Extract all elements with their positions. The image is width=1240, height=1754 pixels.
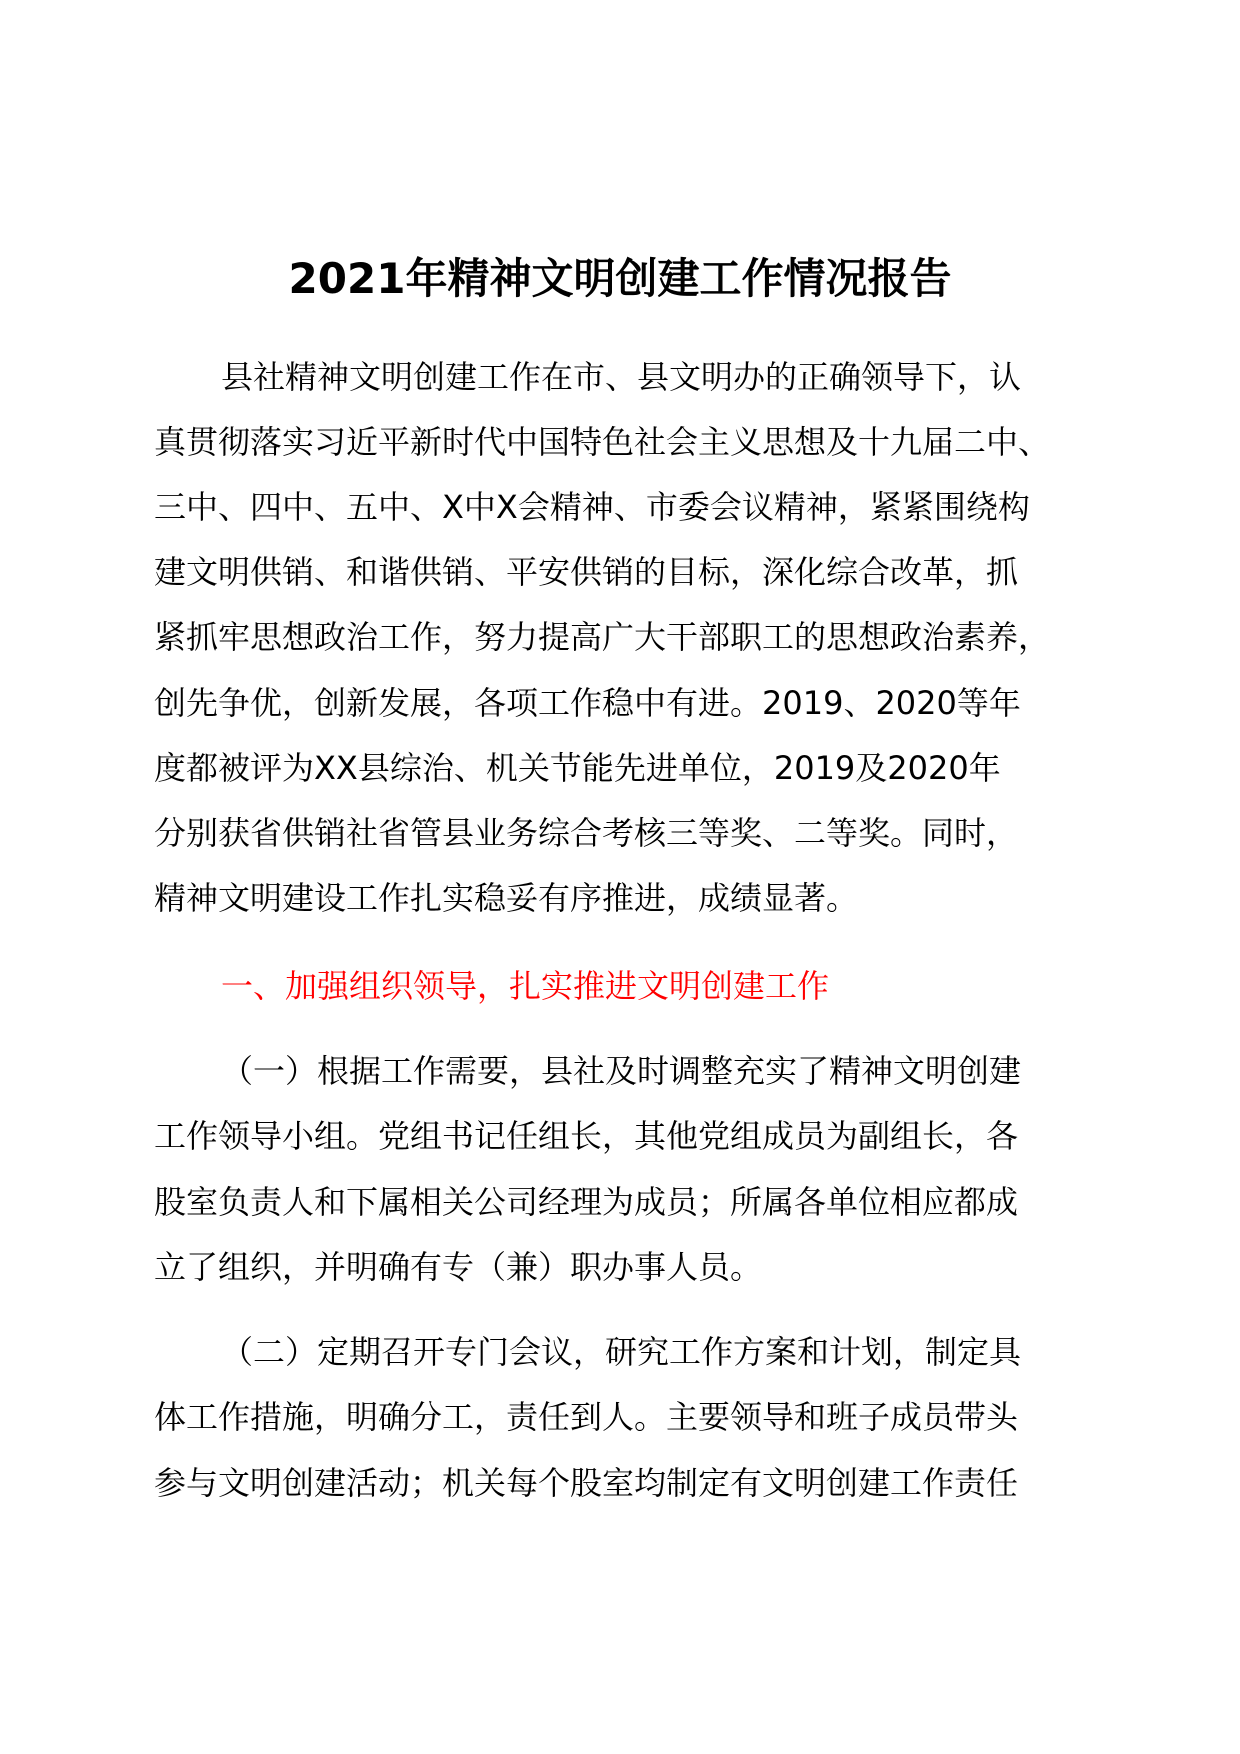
document-title: 2021年精神文明创建工作情况报告 (288, 254, 952, 303)
section-heading: 一、加强组织领导，扎实推进文明创建工作 (221, 967, 830, 1005)
intro-line: 县社精神文明创建工作在市、县文明办的正确领导下，认 (221, 358, 1022, 396)
paragraph-line: 股室负责人和下属相关公司经理为成员；所属各单位相应都成 (154, 1183, 1019, 1221)
intro-line: 创先争优，创新发展，各项工作稳中有进。2019、2020等年 (154, 684, 1021, 722)
paragraph-line: 参与文明创建活动；机关每个股室均制定有文明创建工作责任 (154, 1464, 1019, 1502)
intro-line: 建文明供销、和谐供销、平安供销的目标，深化综合改革，抓 (154, 553, 1019, 591)
paragraph-line: （二）定期召开专门会议，研究工作方案和计划，制定具 (221, 1333, 1022, 1371)
paragraph-line: （一）根据工作需要，县社及时调整充实了精神文明创建 (221, 1052, 1022, 1090)
intro-line: 真贯彻落实习近平新时代中国特色社会主义思想及十九届二中、 (154, 423, 1051, 461)
intro-line: 精神文明建设工作扎实稳妥有序推进，成绩显著。 (154, 879, 859, 917)
intro-line: 分别获省供销社省管县业务综合考核三等奖、二等奖。同时， (154, 814, 1019, 852)
paragraph-line: 体工作措施，明确分工，责任到人。主要领导和班子成员带头 (154, 1398, 1019, 1436)
intro-line: 紧抓牢思想政治工作，努力提高广大干部职工的思想政治素养， (154, 618, 1051, 656)
paragraph-line: 工作领导小组。党组书记任组长，其他党组成员为副组长，各 (154, 1117, 1019, 1155)
intro-line: 三中、四中、五中、X中X会精神、市委会议精神，紧紧围绕构 (154, 488, 1030, 526)
paragraph-line: 立了组织，并明确有专（兼）职办事人员。 (154, 1248, 763, 1286)
intro-line: 度都被评为XX县综治、机关节能先进单位，2019及2020年 (154, 749, 1001, 787)
